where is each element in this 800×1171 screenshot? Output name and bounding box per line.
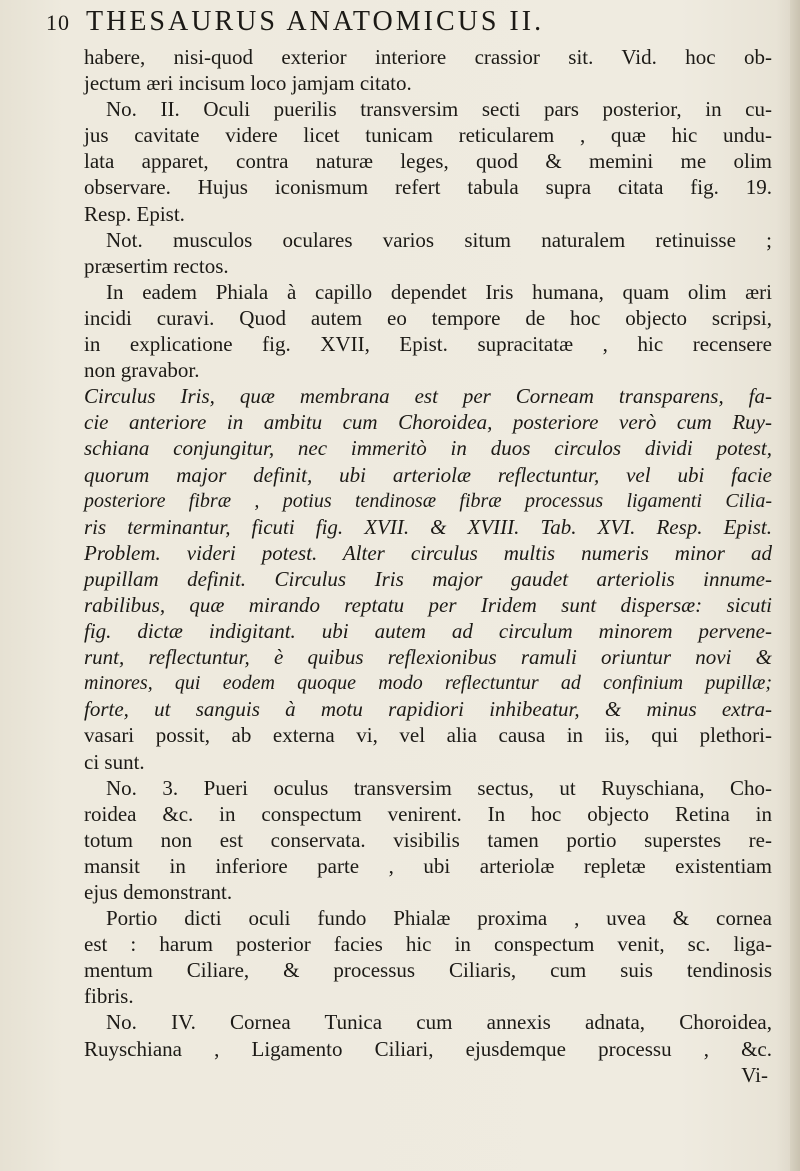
text-line: non gravabor.: [84, 358, 200, 383]
text-line: jus cavitate videre licet tunicam reticularem , quæ hic undu-: [84, 123, 772, 148]
text-line: roidea &c. in conspectum venirent. In hoc objecto Retina in: [84, 801, 772, 826]
text-line: runt, reflectuntur, è quibus reflexionibus ramuli oriuntur novi &: [84, 645, 772, 670]
text-line: ejus demonstrant.: [84, 880, 233, 904]
catchword: Vi-: [741, 1062, 768, 1087]
text-line: fig. dictæ indigitant. ubi autem ad circulum minorem pervene-: [84, 619, 772, 644]
page-edge: [790, 0, 800, 1171]
text-line: No. 3. Pueri oculus transversim sectus, ut Ruyschiana, Cho-: [106, 775, 772, 800]
text-line: præsertim rectos.: [84, 253, 229, 278]
text-line: No. IV. Cornea Tunica cum annexis adnata, Choroidea,: [106, 1010, 772, 1035]
text-line: Circulus Iris, quæ membrana est per Corneam transparens, fa-: [84, 384, 772, 409]
text-line: Not. musculos oculares varios situm naturalem retinuisse ;: [106, 227, 772, 252]
text-line: minores, qui eodem quoque modo reflectuntur ad confinium pupillæ;: [84, 672, 772, 695]
page-number: 10: [46, 10, 70, 35]
text-line: posteriore fibræ , potius tendinosæ fibræ processus ligamenti Cilia-: [84, 489, 772, 512]
text-line: schiana conjungitur, nec immeritò in duos circulos dividi potest,: [84, 436, 772, 461]
text-line: habere, nisi-quod exterior interiore crassior sit. Vid. hoc ob-: [84, 45, 772, 69]
text-line: est : harum posterior facies hic in conspectum venit, sc. liga-: [84, 932, 772, 957]
text-line: In eadem Phiala à capillo dependet Iris humana, quam olim æri: [106, 279, 772, 304]
running-title: THESAURUS ANATOMICUS II.: [86, 6, 545, 37]
text-line: ris terminantur, ficuti fig. XVII. & XVIII. Tab. XVI. Resp. Epist.: [84, 514, 772, 539]
body-text: [84, 44, 772, 1088]
text-line: forte, ut sanguis à motu rapidiori inhibeatur, & minus extra-: [84, 697, 772, 722]
text-line: quorum major definit, ubi arteriolæ reflectuntur, vel ubi facie: [84, 462, 772, 487]
text-line: Resp. Epist.: [84, 201, 185, 226]
text-line: observare. Hujus iconismum refert tabula supra citata fig. 19.: [84, 175, 772, 200]
text-line: pupillam definit. Circulus Iris major gaudet arteriolis innume-: [84, 566, 772, 591]
text-line: lata apparet, contra naturæ leges, quod & memini me olim: [84, 149, 772, 174]
text-line: vasari possit, ab externa vi, vel alia causa in iis, qui plethori-: [84, 723, 772, 748]
text-line: totum non est conservata. visibilis tamen portio superstes re-: [84, 827, 772, 852]
text-line: in explicatione fig. XVII, Epist. supracitatæ , hic recensere: [84, 332, 772, 357]
text-line: jectum æri incisum loco jamjam citato.: [84, 71, 412, 96]
text-line: mansit in inferiore parte , ubi arteriolæ repletæ existentiam: [84, 853, 772, 878]
running-head: [46, 6, 746, 40]
text-line: mentum Ciliare, & processus Ciliaris, cum suis tendinosis: [84, 958, 772, 983]
text-line: rabilibus, quæ mirando reptatu per Iridem sunt dispersæ: sicuti: [84, 592, 772, 617]
text-line: Portio dicti oculi fundo Phialæ proxima , uvea & cornea: [106, 906, 772, 931]
text-line: No. II. Oculi puerilis transversim secti pars posterior, in cu-: [106, 97, 772, 122]
text-line: incidi curavi. Quod autem eo tempore de hoc objecto scripsi,: [84, 305, 772, 330]
text-line: cie anteriore in ambitu cum Choroidea, posteriore verò cum Ruy-: [84, 410, 772, 435]
text-line: ci sunt.: [84, 749, 145, 774]
text-line: Problem. videri potest. Alter circulus multis numeris minor ad: [84, 540, 772, 565]
text-line: fibris.: [84, 984, 134, 1009]
text-line: Ruyschiana , Ligamento Ciliari, ejusdemque processu , &c.: [84, 1036, 772, 1061]
